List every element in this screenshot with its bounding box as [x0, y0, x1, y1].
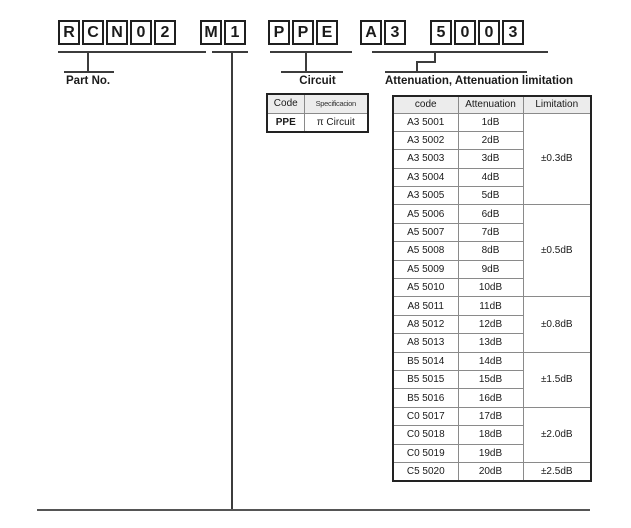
attenuation-code-cell: A5 5007	[393, 223, 458, 241]
attenuation-value-cell: 18dB	[458, 426, 523, 444]
attenuation-value-cell: 2dB	[458, 131, 523, 149]
attenuation-value-cell: 13dB	[458, 334, 523, 352]
attenuation-code-header: code	[393, 96, 458, 113]
circuit-spec-cell: π Circuit	[304, 113, 368, 132]
circuit-spec-header: Specificacion	[304, 94, 368, 113]
attenuation-value-cell: 9dB	[458, 260, 523, 278]
circuit-code-cell: PPE	[267, 113, 304, 132]
attenuation-code-cell: C0 5017	[393, 407, 458, 425]
attenuation-code-cell: A3 5001	[393, 113, 458, 131]
attenuation-table-row	[393, 113, 591, 131]
attenuation-code-cell: A8 5011	[393, 297, 458, 315]
attenuation-value-cell: 5dB	[458, 187, 523, 205]
circuit-table	[266, 93, 369, 133]
attenuation-value-cell: 19dB	[458, 444, 523, 462]
attenuation-limitation-cell: ±0.3dB	[523, 113, 591, 205]
part-number-group	[200, 20, 248, 45]
attenuation-table-body	[393, 113, 591, 481]
circuit-label: Circuit	[299, 75, 336, 87]
attenuation-limitation-cell: ±1.5dB	[523, 352, 591, 407]
attenuation-code-cell: A3 5005	[393, 187, 458, 205]
attenuation-value-cell: 1dB	[458, 113, 523, 131]
attenuation-code-cell: C5 5020	[393, 462, 458, 480]
part-no-label: Part No.	[66, 75, 111, 87]
attenuation-underline	[372, 51, 548, 53]
attenuation-value-cell: 8dB	[458, 242, 523, 260]
attenuation-value-cell: 14dB	[458, 352, 523, 370]
part-number-char-box: 0	[478, 20, 500, 45]
m1-connector-line	[231, 51, 233, 510]
circuit-code-header: Code	[267, 94, 304, 113]
circuit-table-header-row	[267, 94, 368, 113]
part-number-char-box: C	[82, 20, 104, 45]
attenuation-code-cell: A3 5002	[393, 131, 458, 149]
attenuation-code-cell: B5 5016	[393, 389, 458, 407]
attenuation-value-cell: 17dB	[458, 407, 523, 425]
part-number-char-box: 2	[154, 20, 176, 45]
attenuation-table-row	[393, 462, 591, 480]
attenuation-code-cell: B5 5015	[393, 370, 458, 388]
attenuation-code-cell: B5 5014	[393, 352, 458, 370]
part-number-char-box: A	[360, 20, 382, 45]
part-number-group	[430, 20, 526, 45]
part-number-group	[268, 20, 340, 45]
attenuation-limitation-cell: ±0.5dB	[523, 205, 591, 297]
part-number-char-box: 5	[430, 20, 452, 45]
attenuation-value-cell: 3dB	[458, 150, 523, 168]
attenuation-label: Attenuation, Attenuation limitation	[385, 75, 574, 87]
attenuation-code-cell: A5 5010	[393, 279, 458, 297]
attenuation-code-cell: A5 5008	[393, 242, 458, 260]
circuit-connector-bar	[281, 71, 343, 73]
attenuation-table-row	[393, 407, 591, 425]
attenuation-value-header: Attenuation	[458, 96, 523, 113]
part-number-group	[58, 20, 178, 45]
circuit-underline	[270, 51, 352, 53]
attenuation-value-cell: 4dB	[458, 168, 523, 186]
attenuation-value-cell: 11dB	[458, 297, 523, 315]
attenuation-value-cell: 10dB	[458, 279, 523, 297]
attenuation-code-cell: A3 5004	[393, 168, 458, 186]
attenuation-limitation-cell: ±2.5dB	[523, 462, 591, 480]
attenuation-limitation-cell: ±0.8dB	[523, 297, 591, 352]
circuit-connector-tick	[305, 51, 307, 72]
circuit-table-row	[267, 113, 368, 132]
part-no-connector-tick	[87, 51, 89, 72]
attenuation-table-row	[393, 352, 591, 370]
part-number-char-box: E	[316, 20, 338, 45]
attenuation-table-row	[393, 205, 591, 223]
part-no-connector-bar	[64, 71, 114, 73]
attenuation-code-cell: C0 5018	[393, 426, 458, 444]
attenuation-value-cell: 20dB	[458, 462, 523, 480]
attenuation-code-cell: A5 5006	[393, 205, 458, 223]
part-number-char-box: 3	[502, 20, 524, 45]
m1-underline	[212, 51, 248, 53]
part-number-char-box: 3	[384, 20, 406, 45]
attenuation-limitation-header: Limitation	[523, 96, 591, 113]
attenuation-code-cell: A3 5003	[393, 150, 458, 168]
attenuation-connector-bar	[385, 71, 527, 73]
part-number-char-box: P	[268, 20, 290, 45]
attenuation-connector-elbow-h	[416, 61, 436, 63]
part-number-group	[360, 20, 408, 45]
attenuation-code-cell: A8 5012	[393, 315, 458, 333]
attenuation-table	[392, 95, 592, 482]
part-number-char-box: P	[292, 20, 314, 45]
attenuation-table-row	[393, 297, 591, 315]
attenuation-code-cell: C0 5019	[393, 444, 458, 462]
part-number-char-box: 1	[224, 20, 246, 45]
attenuation-value-cell: 6dB	[458, 205, 523, 223]
part-number-char-box: M	[200, 20, 222, 45]
part-number-char-box: 0	[130, 20, 152, 45]
attenuation-code-cell: A5 5009	[393, 260, 458, 278]
part-number-char-box: R	[58, 20, 80, 45]
part-number-char-box: 0	[454, 20, 476, 45]
bottom-rule	[37, 509, 590, 511]
attenuation-value-cell: 15dB	[458, 370, 523, 388]
attenuation-value-cell: 12dB	[458, 315, 523, 333]
part-no-underline	[58, 51, 206, 53]
attenuation-code-cell: A8 5013	[393, 334, 458, 352]
part-number-char-box: N	[106, 20, 128, 45]
attenuation-value-cell: 7dB	[458, 223, 523, 241]
attenuation-table-header-row	[393, 96, 591, 113]
attenuation-value-cell: 16dB	[458, 389, 523, 407]
attenuation-limitation-cell: ±2.0dB	[523, 407, 591, 462]
